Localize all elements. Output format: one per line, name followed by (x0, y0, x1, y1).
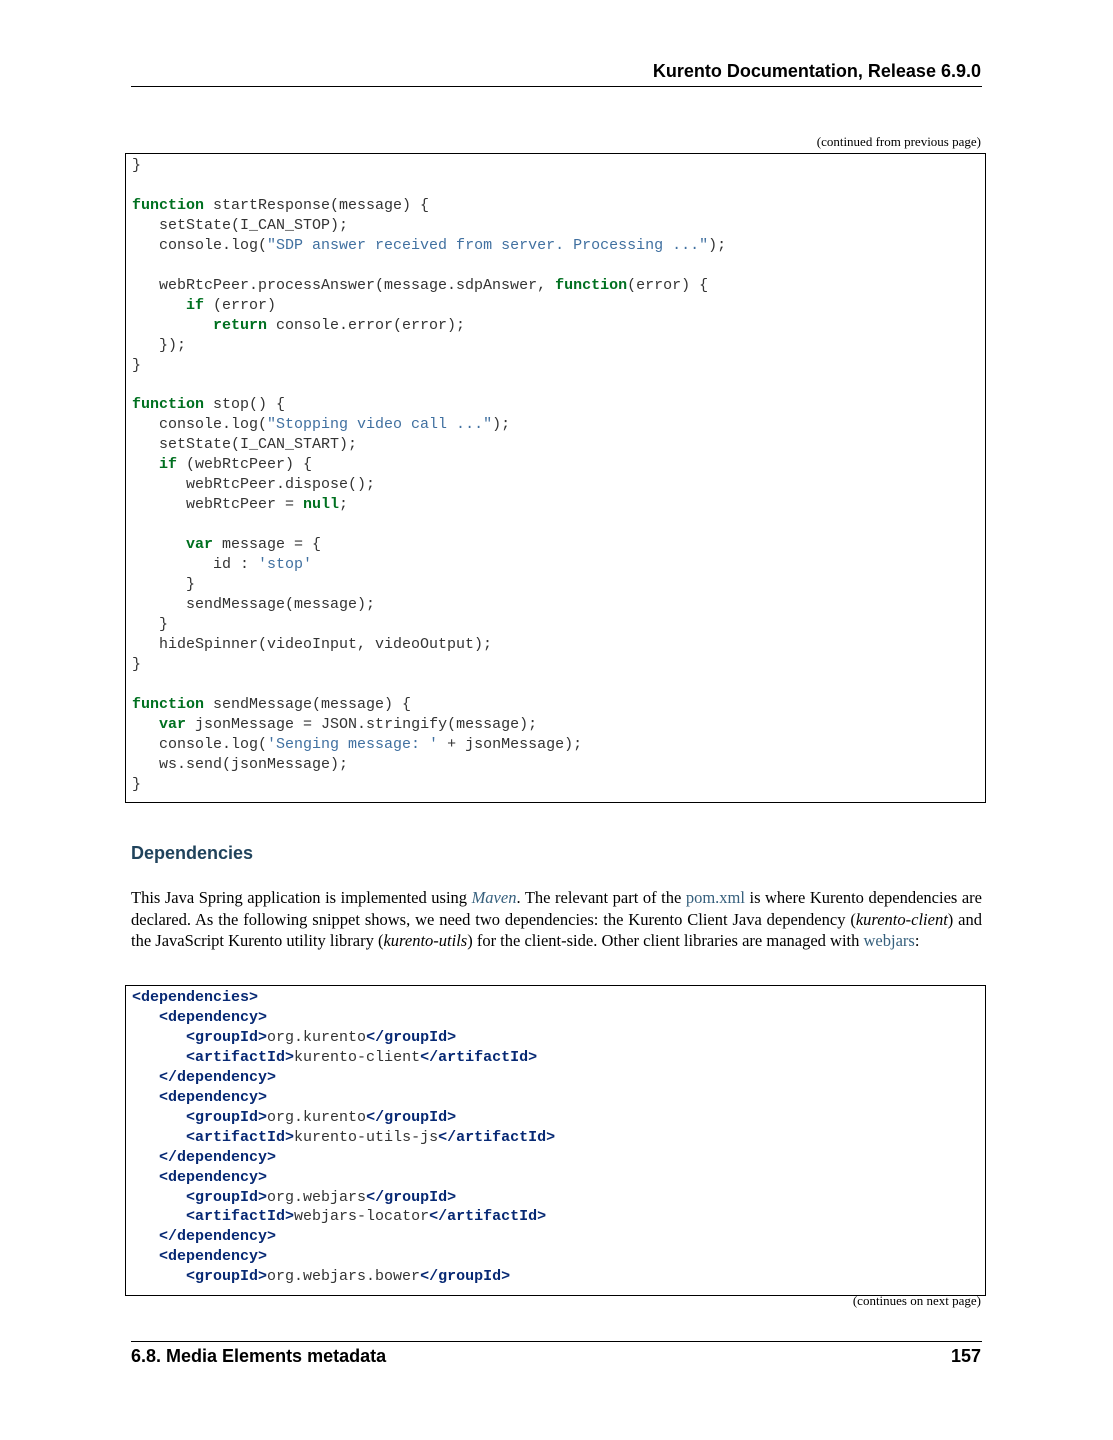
code-text: } (132, 775, 142, 793)
code-tag: </dependency> (159, 1148, 277, 1166)
code-text: + jsonMessage); (438, 735, 583, 753)
code-tag: </artifactId> (420, 1048, 538, 1066)
code-text: } (132, 356, 142, 374)
code-text: webjars-locator (294, 1208, 430, 1226)
paragraph-text: This Java Spring application is implemented using (131, 888, 472, 907)
code-line (132, 496, 348, 513)
code-text (132, 1129, 186, 1146)
code-tag: <artifactId> (186, 1128, 295, 1146)
code-string: 'Senging message: ' (267, 735, 439, 753)
footer-section-title: 6.8. Media Elements metadata (131, 1346, 387, 1366)
emphasis-text: kurento-client (855, 909, 948, 929)
running-header-title: Kurento Documentation, Release 6.9.0 (652, 61, 981, 81)
code-line (132, 1069, 276, 1086)
code-line (132, 576, 195, 593)
code-text (132, 317, 213, 334)
page-number: 157 (950, 1346, 981, 1366)
code-tag: </dependency> (159, 1228, 277, 1246)
code-line (132, 536, 321, 553)
code-tag: </artifactId> (429, 1208, 547, 1226)
code-text: sendMessage(message) { (204, 695, 412, 713)
code-text: startResponse(message) { (204, 196, 430, 214)
code-text: console.log( (132, 236, 268, 254)
link-pom-xml[interactable]: pom.xml (685, 888, 745, 907)
code-text: (error) { (627, 276, 709, 294)
code-tag: </groupId> (366, 1108, 457, 1126)
code-line (132, 237, 726, 254)
code-line (132, 596, 375, 613)
code-line (132, 337, 186, 354)
dependencies-paragraph (131, 887, 982, 952)
code-text (132, 1069, 159, 1086)
code-text (132, 1089, 159, 1106)
code-line (132, 1228, 276, 1245)
code-line (132, 1089, 267, 1106)
code-tag: </dependency> (159, 1068, 277, 1086)
code-tag: <dependency> (159, 1248, 268, 1266)
code-line (132, 157, 141, 174)
code-line (132, 989, 258, 1006)
header-rule (131, 86, 982, 87)
code-text (132, 297, 186, 314)
code-keyword: if (186, 296, 205, 314)
paragraph-text: : (914, 931, 920, 950)
code-keyword: return (213, 316, 268, 334)
code-text (132, 1208, 186, 1225)
code-text (132, 1149, 159, 1166)
code-tag: <dependency> (159, 1088, 268, 1106)
code-text: } (132, 576, 196, 594)
code-line (132, 416, 510, 433)
code-text: id : (132, 556, 259, 574)
code-tag: <dependencies> (132, 989, 259, 1006)
code-text: setState(I_CAN_START); (132, 436, 358, 454)
code-line (132, 1248, 267, 1265)
paragraph-text: . The relevant part of the (516, 888, 686, 907)
code-line (132, 636, 492, 653)
code-text (132, 716, 159, 733)
footer-rule (131, 1341, 982, 1342)
code-keyword: function (132, 196, 205, 214)
code-text: org.kurento (267, 1028, 367, 1046)
code-text: } (132, 655, 142, 673)
code-line (132, 197, 429, 214)
code-text: ); (708, 236, 727, 254)
code-keyword: null (303, 496, 340, 514)
code-line (132, 277, 708, 294)
code-line (132, 476, 375, 493)
code-keyword: function (555, 276, 628, 294)
code-tag: <dependency> (159, 1008, 268, 1026)
code-line (132, 1169, 267, 1186)
code-text (132, 536, 186, 553)
code-text: org.webjars.bower (267, 1268, 421, 1286)
code-tag: </groupId> (366, 1188, 457, 1206)
code-line (132, 616, 168, 633)
code-line (132, 716, 537, 733)
code-text: webRtcPeer = (132, 496, 304, 514)
code-line (132, 776, 141, 793)
code-text: webRtcPeer.processAnswer(message.sdpAnswer, (132, 276, 556, 294)
code-text: stop() { (204, 396, 286, 414)
code-line (132, 217, 348, 234)
code-text: org.webjars (267, 1188, 367, 1206)
code-text: hideSpinner(videoInput, videoOutput); (132, 635, 493, 653)
code-line (132, 1009, 267, 1026)
code-string: "Stopping video call ..." (267, 416, 493, 434)
paragraph-text: ) for the client-side. Other client libraries are managed with (467, 931, 864, 950)
link-maven[interactable]: Maven (471, 888, 517, 907)
code-text (132, 1029, 186, 1046)
code-keyword: function (132, 396, 205, 414)
code-tag: </groupId> (420, 1268, 511, 1286)
code-text: jsonMessage = JSON.stringify(message); (186, 715, 538, 733)
xml-code-block (125, 985, 986, 1296)
code-line (132, 1129, 555, 1146)
code-text: kurento-utils-js (294, 1128, 439, 1146)
code-text: ); (492, 416, 511, 434)
code-line (132, 1268, 510, 1285)
link-webjars[interactable]: webjars (863, 931, 915, 950)
code-string: "SDP answer received from server. Processing ..." (267, 236, 709, 254)
continued-from-note: (continued from previous page) (816, 134, 981, 149)
code-line (132, 357, 141, 374)
code-text: org.kurento (267, 1108, 367, 1126)
code-line (132, 436, 357, 453)
code-tag: </artifactId> (438, 1128, 556, 1146)
xml-code (126, 986, 985, 1287)
code-text (132, 456, 159, 473)
code-keyword: var (159, 715, 187, 733)
code-line (132, 1149, 276, 1166)
javascript-code-block (125, 153, 986, 803)
code-text: (error) (204, 296, 277, 314)
code-line (132, 656, 141, 673)
code-text: console.log( (132, 416, 268, 434)
section-heading: Dependencies (131, 843, 254, 863)
code-text (132, 1049, 186, 1066)
code-text (132, 1109, 186, 1126)
code-text: webRtcPeer.dispose(); (132, 476, 376, 494)
code-text: ws.send(jsonMessage); (132, 755, 349, 773)
code-tag: </groupId> (366, 1028, 457, 1046)
code-keyword: if (159, 456, 178, 474)
code-text: console.log( (132, 735, 268, 753)
code-line (132, 396, 285, 413)
code-text: ; (339, 496, 349, 514)
code-text: }); (132, 336, 187, 354)
code-line (132, 696, 411, 713)
code-text: sendMessage(message); (132, 595, 376, 613)
code-line (132, 736, 582, 753)
code-text: kurento-client (294, 1048, 421, 1066)
code-line (132, 756, 348, 773)
code-tag: <artifactId> (186, 1048, 295, 1066)
code-line (132, 1049, 537, 1066)
code-text (132, 1248, 159, 1265)
code-tag: <groupId> (186, 1188, 268, 1206)
code-text (132, 1228, 159, 1245)
code-string: 'stop' (258, 556, 313, 574)
code-line (132, 1109, 456, 1126)
code-text (132, 1189, 186, 1206)
code-text (132, 1169, 159, 1186)
code-text: console.error(error); (267, 316, 466, 334)
code-text: setState(I_CAN_STOP); (132, 216, 349, 234)
code-tag: <groupId> (186, 1108, 268, 1126)
paragraph-text: is where Kurento dependencies are declared. As the following snippet shows, we need two dependencies: the Kurento Client Java dependency ( (131, 888, 982, 929)
code-line (132, 556, 312, 573)
code-tag: <dependency> (159, 1168, 268, 1186)
emphasis-text: kurento-utils (383, 931, 468, 950)
code-line (132, 456, 312, 473)
code-line (132, 1029, 456, 1046)
code-line (132, 297, 276, 314)
code-text (132, 1009, 159, 1026)
javascript-code (126, 154, 985, 795)
code-text (132, 1268, 186, 1285)
code-text: message = { (213, 536, 322, 554)
code-line (132, 317, 465, 334)
code-line (132, 1189, 456, 1206)
code-text: (webRtcPeer) { (177, 456, 313, 474)
code-line (132, 1208, 546, 1225)
code-tag: <groupId> (186, 1028, 268, 1046)
paragraph-text: ) and the JavaScript Kurento utility library ( (131, 909, 982, 950)
code-text: } (132, 157, 142, 174)
code-text: } (132, 615, 169, 633)
code-tag: <artifactId> (186, 1208, 295, 1226)
continues-on-note: (continues on next page) (852, 1293, 981, 1308)
code-keyword: var (186, 536, 214, 554)
code-keyword: function (132, 695, 205, 713)
code-tag: <groupId> (186, 1268, 268, 1286)
